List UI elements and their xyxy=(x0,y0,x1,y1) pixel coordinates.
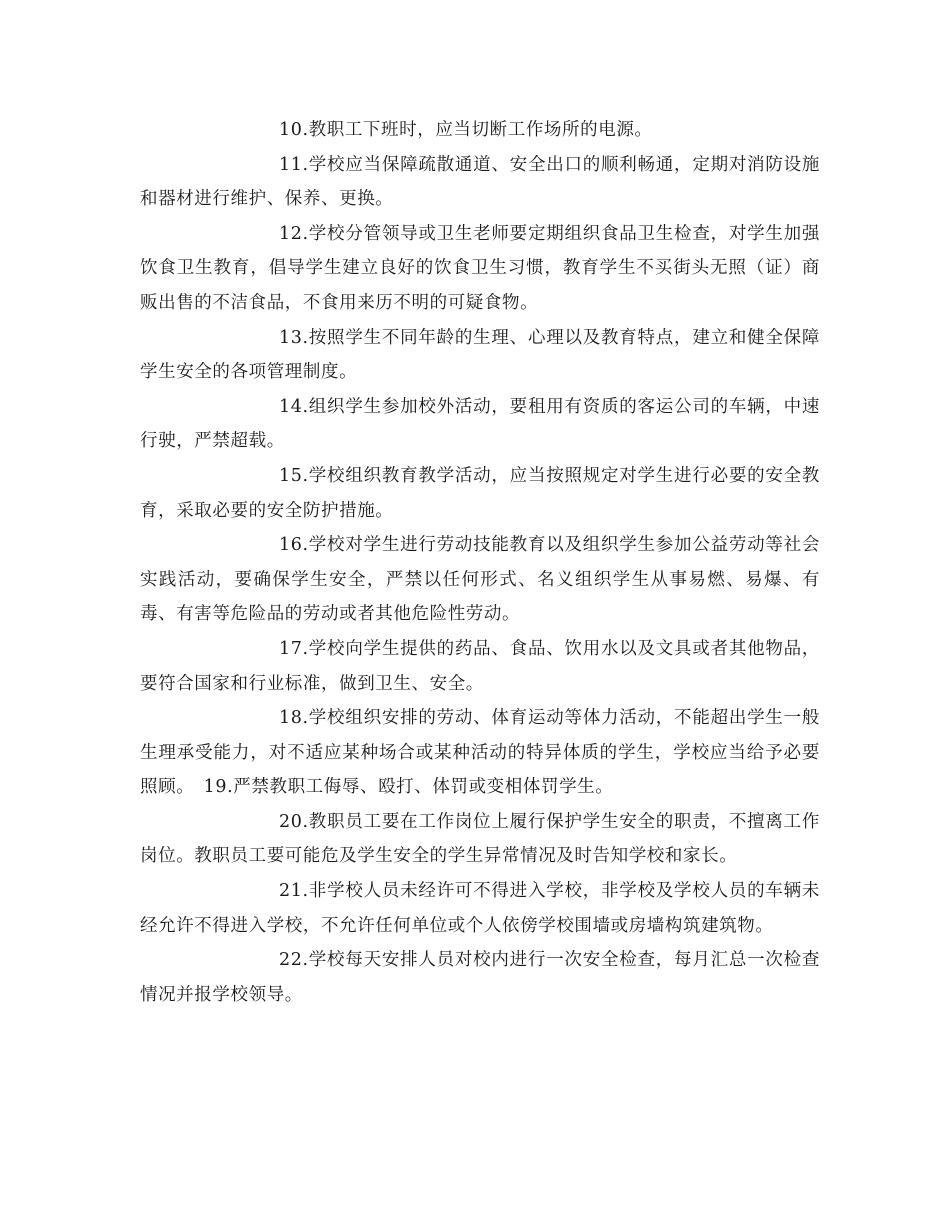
document-body xyxy=(140,113,820,1012)
paragraph-13: 13.按照学生不同年龄的生理、心理以及教育特点，建立和健全保障学生安全的各项管理制度。 xyxy=(140,327,820,383)
paragraph-18-19: 18.学校组织安排的劳动、体育运动等体力活动，不能超出学生一般生理承受能力，对不适应某种场合或某种活动的特异体质的学生，学校应当给予必要照顾。 19.严禁教职工侮辱、殴打、体罚或变相体罚学生。 xyxy=(140,708,820,798)
paragraph-21: 21.非学校人员未经许可不得进入学校，非学校及学校人员的车辆未经允许不得进入学校，不允许任何单位或个人依傍学校围墙或房墙构筑建筑物。 xyxy=(140,881,820,936)
paragraph-22: 22.学校每天安排人员对校内进行一次安全检查，每月汇总一次检查情况并报学校领导。 xyxy=(140,950,820,1005)
paragraph-20: 20.教职员工要在工作岗位上履行保护学生安全的职责，不擅离工作岗位。教职员工要可能危及学生安全的学生异常情况及时告知学校和家长。 xyxy=(140,811,820,867)
paragraph-14: 14.组织学生参加校外活动，要租用有资质的客运公司的车辆，中速行驶，严禁超载。 xyxy=(140,396,820,452)
paragraph-12: 12.学校分管领导或卫生老师要定期组织食品卫生检查，对学生加强饮食卫生教育，倡导学生建立良好的饮食卫生习惯，教育学生不买街头无照（证）商贩出售的不洁食品，不食用来历不明的可疑食物。 xyxy=(140,223,820,313)
paragraph-11: 11.学校应当保障疏散通道、安全出口的顺利畅通，定期对消防设施和器材进行维护、保养、更换。 xyxy=(140,154,820,210)
paragraph-17: 17.学校向学生提供的药品、食品、饮用水以及文具或者其他物品，要符合国家和行业标准，做到卫生、安全。 xyxy=(140,638,820,694)
paragraph-10: 10.教职工下班时，应当切断工作场所的电源。 xyxy=(279,120,653,140)
paragraph-15: 15.学校组织教育教学活动，应当按照规定对学生进行必要的安全教育，采取必要的安全防护措施。 xyxy=(140,465,820,521)
paragraph-16: 16.学校对学生进行劳动技能教育以及组织学生参加公益劳动等社会实践活动，要确保学生安全，严禁以任何形式、名义组织学生从事易燃、易爆、有毒、有害等危险品的劳动或者其他危险性劳动。 xyxy=(140,535,820,625)
